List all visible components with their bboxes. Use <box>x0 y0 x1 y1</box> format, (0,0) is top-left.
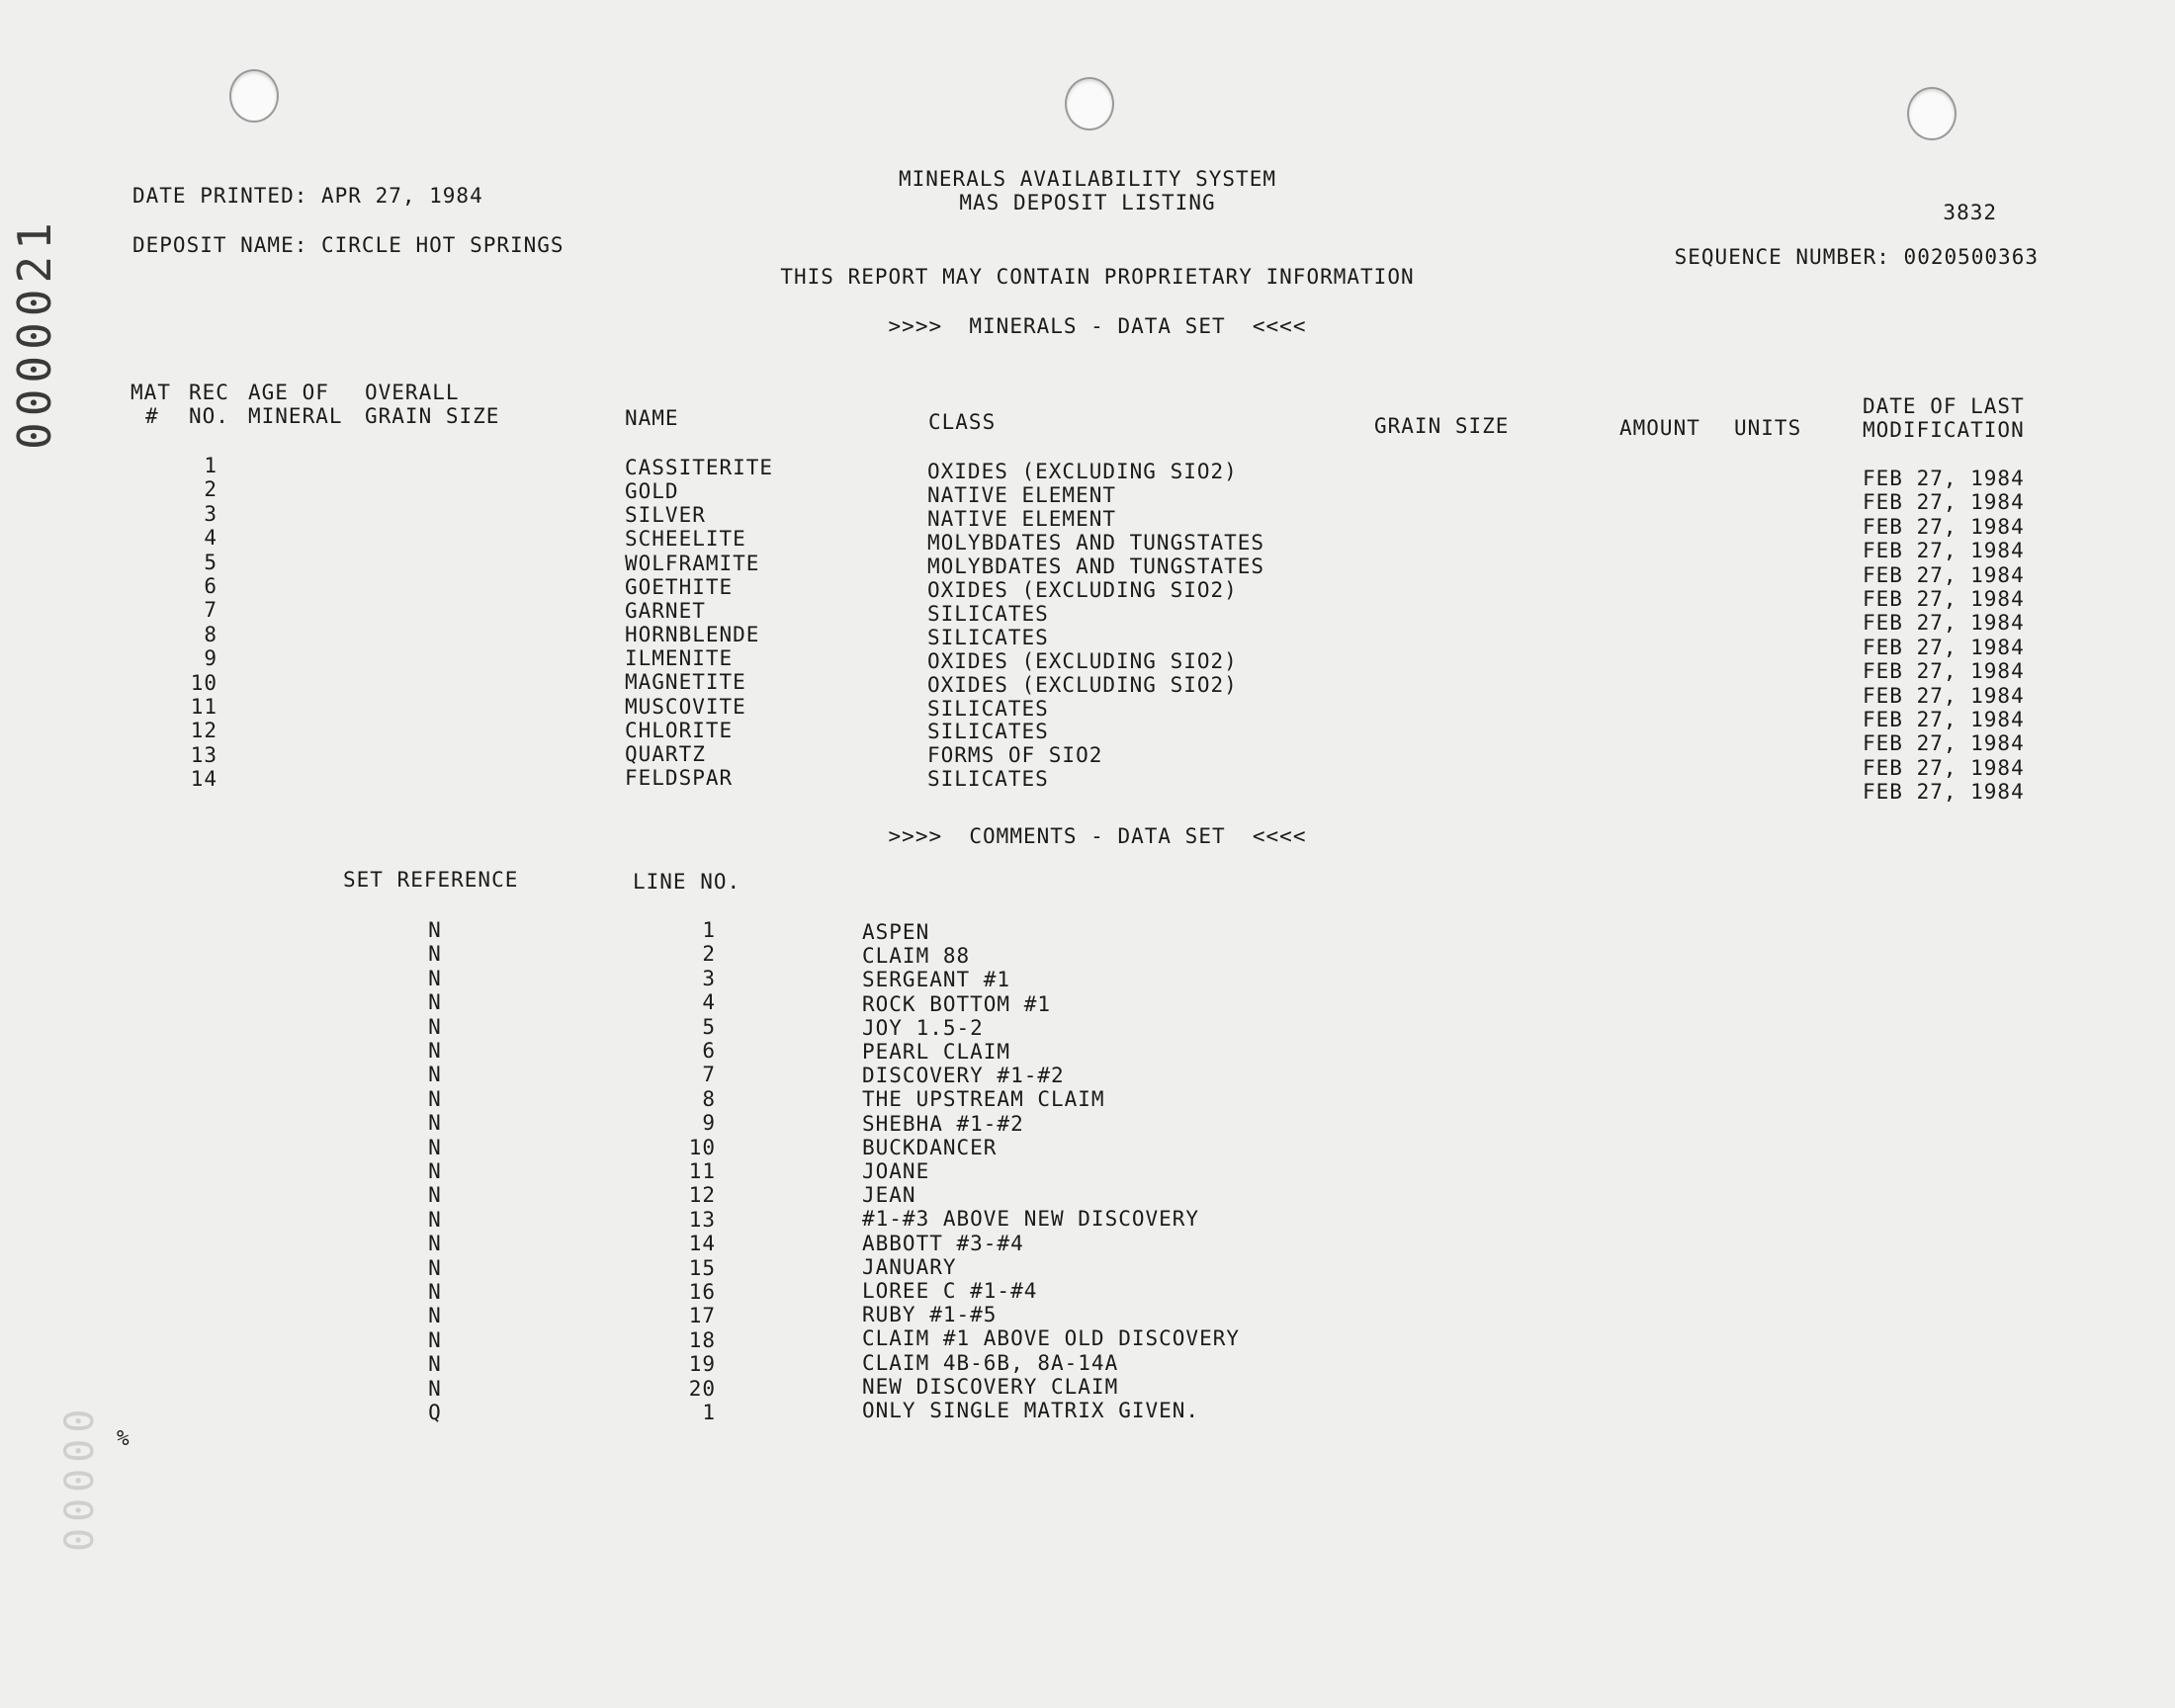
comment-set-reference: N <box>428 1207 442 1232</box>
mineral-date-modified: FEB 27, 1984 <box>1863 708 2025 731</box>
comment-line-no: 2 <box>702 942 716 967</box>
mineral-rec-no: 6 <box>204 574 218 598</box>
mineral-class: SILICATES <box>927 767 1049 792</box>
side-stamp-faint: 00000 <box>57 1403 103 1552</box>
mineral-date-modified: FEB 27, 1984 <box>1863 731 2025 756</box>
comment-text: NEW DISCOVERY CLAIM <box>862 1374 1119 1399</box>
comment-set-reference: N <box>428 1304 442 1328</box>
mineral-name: GOLD <box>625 479 679 504</box>
mineral-name: HORNBLENDE <box>625 623 760 647</box>
comment-set-reference: N <box>428 942 442 967</box>
comment-line-no: 10 <box>688 1135 716 1159</box>
mineral-date-modified: FEB 27, 1984 <box>1863 611 2025 636</box>
footer-mark: % <box>117 1426 130 1450</box>
comment-text: ROCK BOTTOM #1 <box>862 991 1052 1016</box>
comment-set-reference: N <box>428 1327 442 1352</box>
comment-set-reference: N <box>428 1255 442 1280</box>
mineral-rec-no: 5 <box>204 550 218 574</box>
listing-title: MAS DEPOSIT LISTING <box>959 191 1216 214</box>
deposit-name: DEPOSIT NAME: CIRCLE HOT SPRINGS <box>132 233 565 257</box>
punch-hole-right <box>1907 87 1957 140</box>
mineral-date-modified: FEB 27, 1984 <box>1863 755 2025 780</box>
mineral-class: OXIDES (EXCLUDING SIO2) <box>927 672 1238 697</box>
comment-text: CLAIM 4B-6B, 8A-14A <box>862 1350 1119 1375</box>
header-hash: # <box>145 404 159 428</box>
comment-line-no: 7 <box>702 1063 716 1087</box>
comment-set-reference: N <box>428 1232 442 1256</box>
comment-text: CLAIM 88 <box>862 944 971 969</box>
comment-text: ABBOTT #3-#4 <box>862 1231 1024 1255</box>
mineral-rec-no: 9 <box>204 646 218 671</box>
mineral-rec-no: 10 <box>190 670 218 695</box>
header-mat: MAT <box>130 381 171 404</box>
comment-line-no: 18 <box>688 1327 716 1352</box>
mineral-date-modified: FEB 27, 1984 <box>1863 562 2025 587</box>
punch-hole-center <box>1065 77 1114 130</box>
proprietary-notice: THIS REPORT MAY CONTAIN PROPRIETARY INFORMATION <box>780 265 1415 289</box>
comment-line-no: 1 <box>702 1401 716 1424</box>
comment-set-reference: N <box>428 1183 442 1208</box>
mineral-date-modified: FEB 27, 1984 <box>1863 780 2025 805</box>
mineral-date-modified: FEB 27, 1984 <box>1863 659 2025 684</box>
mineral-class: SILICATES <box>927 601 1049 626</box>
header-set-reference: SET REFERENCE <box>343 868 519 892</box>
comment-line-no: 19 <box>688 1352 716 1377</box>
mineral-date-modified: FEB 27, 1984 <box>1863 683 2025 708</box>
mineral-name: SILVER <box>625 503 706 528</box>
mineral-class: SILICATES <box>927 696 1049 721</box>
mineral-rec-no: 13 <box>190 742 218 767</box>
mineral-rec-no: 3 <box>204 501 218 526</box>
comment-line-no: 16 <box>688 1280 716 1304</box>
comment-line-no: 20 <box>688 1376 716 1401</box>
comment-line-no: 17 <box>688 1304 716 1328</box>
mineral-name: GOETHITE <box>625 574 734 599</box>
comment-text: ASPEN <box>862 920 930 944</box>
comment-line-no: 12 <box>688 1183 716 1208</box>
mineral-class: MOLYBDATES AND TUNGSTATES <box>927 554 1265 578</box>
mineral-date-modified: FEB 27, 1984 <box>1863 514 2025 539</box>
comment-set-reference: N <box>428 1376 442 1401</box>
header-age-of: AGE OF <box>248 381 329 404</box>
header-overall-grain-size: GRAIN SIZE <box>365 404 500 428</box>
comment-set-reference: N <box>428 1086 442 1111</box>
mineral-date-modified: FEB 27, 1984 <box>1863 635 2025 659</box>
comment-set-reference: N <box>428 966 442 990</box>
mineral-class: NATIVE ELEMENT <box>927 482 1117 507</box>
mineral-name: MAGNETITE <box>625 670 746 695</box>
comment-set-reference: N <box>428 1159 442 1183</box>
mineral-class: OXIDES (EXCLUDING SIO2) <box>927 577 1238 602</box>
comment-text: JOANE <box>862 1159 930 1183</box>
mineral-rec-no: 14 <box>190 767 218 792</box>
mineral-date-modified: FEB 27, 1984 <box>1863 587 2025 611</box>
comment-line-no: 5 <box>702 1014 716 1039</box>
sequence-number: SEQUENCE NUMBER: 0020500363 <box>1674 245 2039 269</box>
mineral-class: SILICATES <box>927 625 1049 649</box>
header-line-no: LINE NO. <box>633 870 741 894</box>
mineral-name: GARNET <box>625 598 706 623</box>
mineral-class: SILICATES <box>927 720 1049 744</box>
mineral-class: OXIDES (EXCLUDING SIO2) <box>927 648 1238 673</box>
mineral-date-modified: FEB 27, 1984 <box>1863 467 2025 490</box>
comment-set-reference: N <box>428 1352 442 1377</box>
comment-text: JOY 1.5-2 <box>862 1015 984 1040</box>
comments-section-title: >>>> COMMENTS - DATA SET <<<< <box>888 824 1307 848</box>
mineral-name: SCHEELITE <box>625 527 746 552</box>
comment-line-no: 14 <box>688 1232 716 1256</box>
comment-text: DISCOVERY #1-#2 <box>862 1064 1065 1088</box>
comment-set-reference: N <box>428 1111 442 1136</box>
header-amount: AMOUNT <box>1619 416 1700 440</box>
comment-text: RUBY #1-#5 <box>862 1303 998 1327</box>
comment-set-reference: N <box>428 990 442 1015</box>
header-class: CLASS <box>928 410 997 434</box>
comment-text: BUCKDANCER <box>862 1135 998 1159</box>
comment-text: THE UPSTREAM CLAIM <box>862 1087 1105 1112</box>
header-rec: REC <box>189 381 229 404</box>
comment-line-no: 4 <box>702 990 716 1015</box>
comment-line-no: 11 <box>688 1159 716 1183</box>
punch-hole-left <box>229 69 279 123</box>
comment-line-no: 8 <box>702 1086 716 1111</box>
header-no: NO. <box>189 404 229 428</box>
comment-line-no: 15 <box>688 1255 716 1280</box>
comment-text: #1-#3 ABOVE NEW DISCOVERY <box>862 1207 1200 1232</box>
mineral-rec-no: 7 <box>204 598 218 623</box>
mineral-name: MUSCOVITE <box>625 694 746 719</box>
header-units: UNITS <box>1734 416 1802 440</box>
header-modification: MODIFICATION <box>1863 418 2025 442</box>
mineral-date-modified: FEB 27, 1984 <box>1863 490 2025 515</box>
mineral-class: FORMS OF SIO2 <box>927 743 1103 768</box>
mineral-rec-no: 4 <box>204 526 218 551</box>
mineral-name: WOLFRAMITE <box>625 551 760 575</box>
mineral-class: NATIVE ELEMENT <box>927 506 1117 531</box>
comment-text: SERGEANT #1 <box>862 968 1011 992</box>
mineral-name: CHLORITE <box>625 718 734 742</box>
page-number: 3832 <box>1943 201 1997 224</box>
mineral-class: OXIDES (EXCLUDING SIO2) <box>927 460 1238 483</box>
comment-text: JEAN <box>862 1183 916 1208</box>
comment-set-reference: N <box>428 1280 442 1304</box>
header-grain-size: GRAIN SIZE <box>1374 414 1510 438</box>
comment-set-reference: N <box>428 918 442 942</box>
header-mineral: MINERAL <box>248 404 343 428</box>
comment-text: PEARL CLAIM <box>862 1040 1011 1064</box>
comment-line-no: 1 <box>702 918 716 942</box>
comment-line-no: 13 <box>688 1207 716 1232</box>
mineral-name: QUARTZ <box>625 741 706 766</box>
mineral-name: ILMENITE <box>625 646 734 671</box>
minerals-section-title: >>>> MINERALS - DATA SET <<<< <box>888 314 1307 338</box>
comment-text: SHEBHA #1-#2 <box>862 1111 1024 1136</box>
comment-set-reference: Q <box>428 1401 442 1424</box>
mineral-rec-no: 8 <box>204 622 218 646</box>
comment-line-no: 6 <box>702 1039 716 1063</box>
mineral-name: FELDSPAR <box>625 765 734 790</box>
header-name: NAME <box>625 406 679 430</box>
comment-set-reference: N <box>428 1014 442 1039</box>
comment-set-reference: N <box>428 1135 442 1159</box>
comment-line-no: 3 <box>702 966 716 990</box>
mineral-rec-no: 12 <box>190 719 218 743</box>
mineral-rec-no: 11 <box>190 695 218 719</box>
mineral-rec-no: 1 <box>204 454 218 477</box>
header-date-of-last: DATE OF LAST <box>1863 394 2025 418</box>
date-printed: DATE PRINTED: APR 27, 1984 <box>132 184 483 208</box>
mineral-name: CASSITERITE <box>625 456 774 479</box>
comment-text: JANUARY <box>862 1254 957 1279</box>
comment-line-no: 9 <box>702 1111 716 1136</box>
side-stamp: 0000021 <box>8 216 61 450</box>
comment-set-reference: N <box>428 1063 442 1087</box>
header-overall: OVERALL <box>365 381 460 404</box>
mineral-rec-no: 2 <box>204 477 218 502</box>
system-title: MINERALS AVAILABILITY SYSTEM <box>898 167 1276 191</box>
mineral-date-modified: FEB 27, 1984 <box>1863 539 2025 563</box>
comment-text: LOREE C #1-#4 <box>862 1279 1038 1303</box>
comment-text: ONLY SINGLE MATRIX GIVEN. <box>862 1399 1200 1422</box>
mineral-class: MOLYBDATES AND TUNGSTATES <box>927 530 1265 555</box>
comment-text: CLAIM #1 ABOVE OLD DISCOVERY <box>862 1326 1241 1351</box>
comment-set-reference: N <box>428 1039 442 1063</box>
